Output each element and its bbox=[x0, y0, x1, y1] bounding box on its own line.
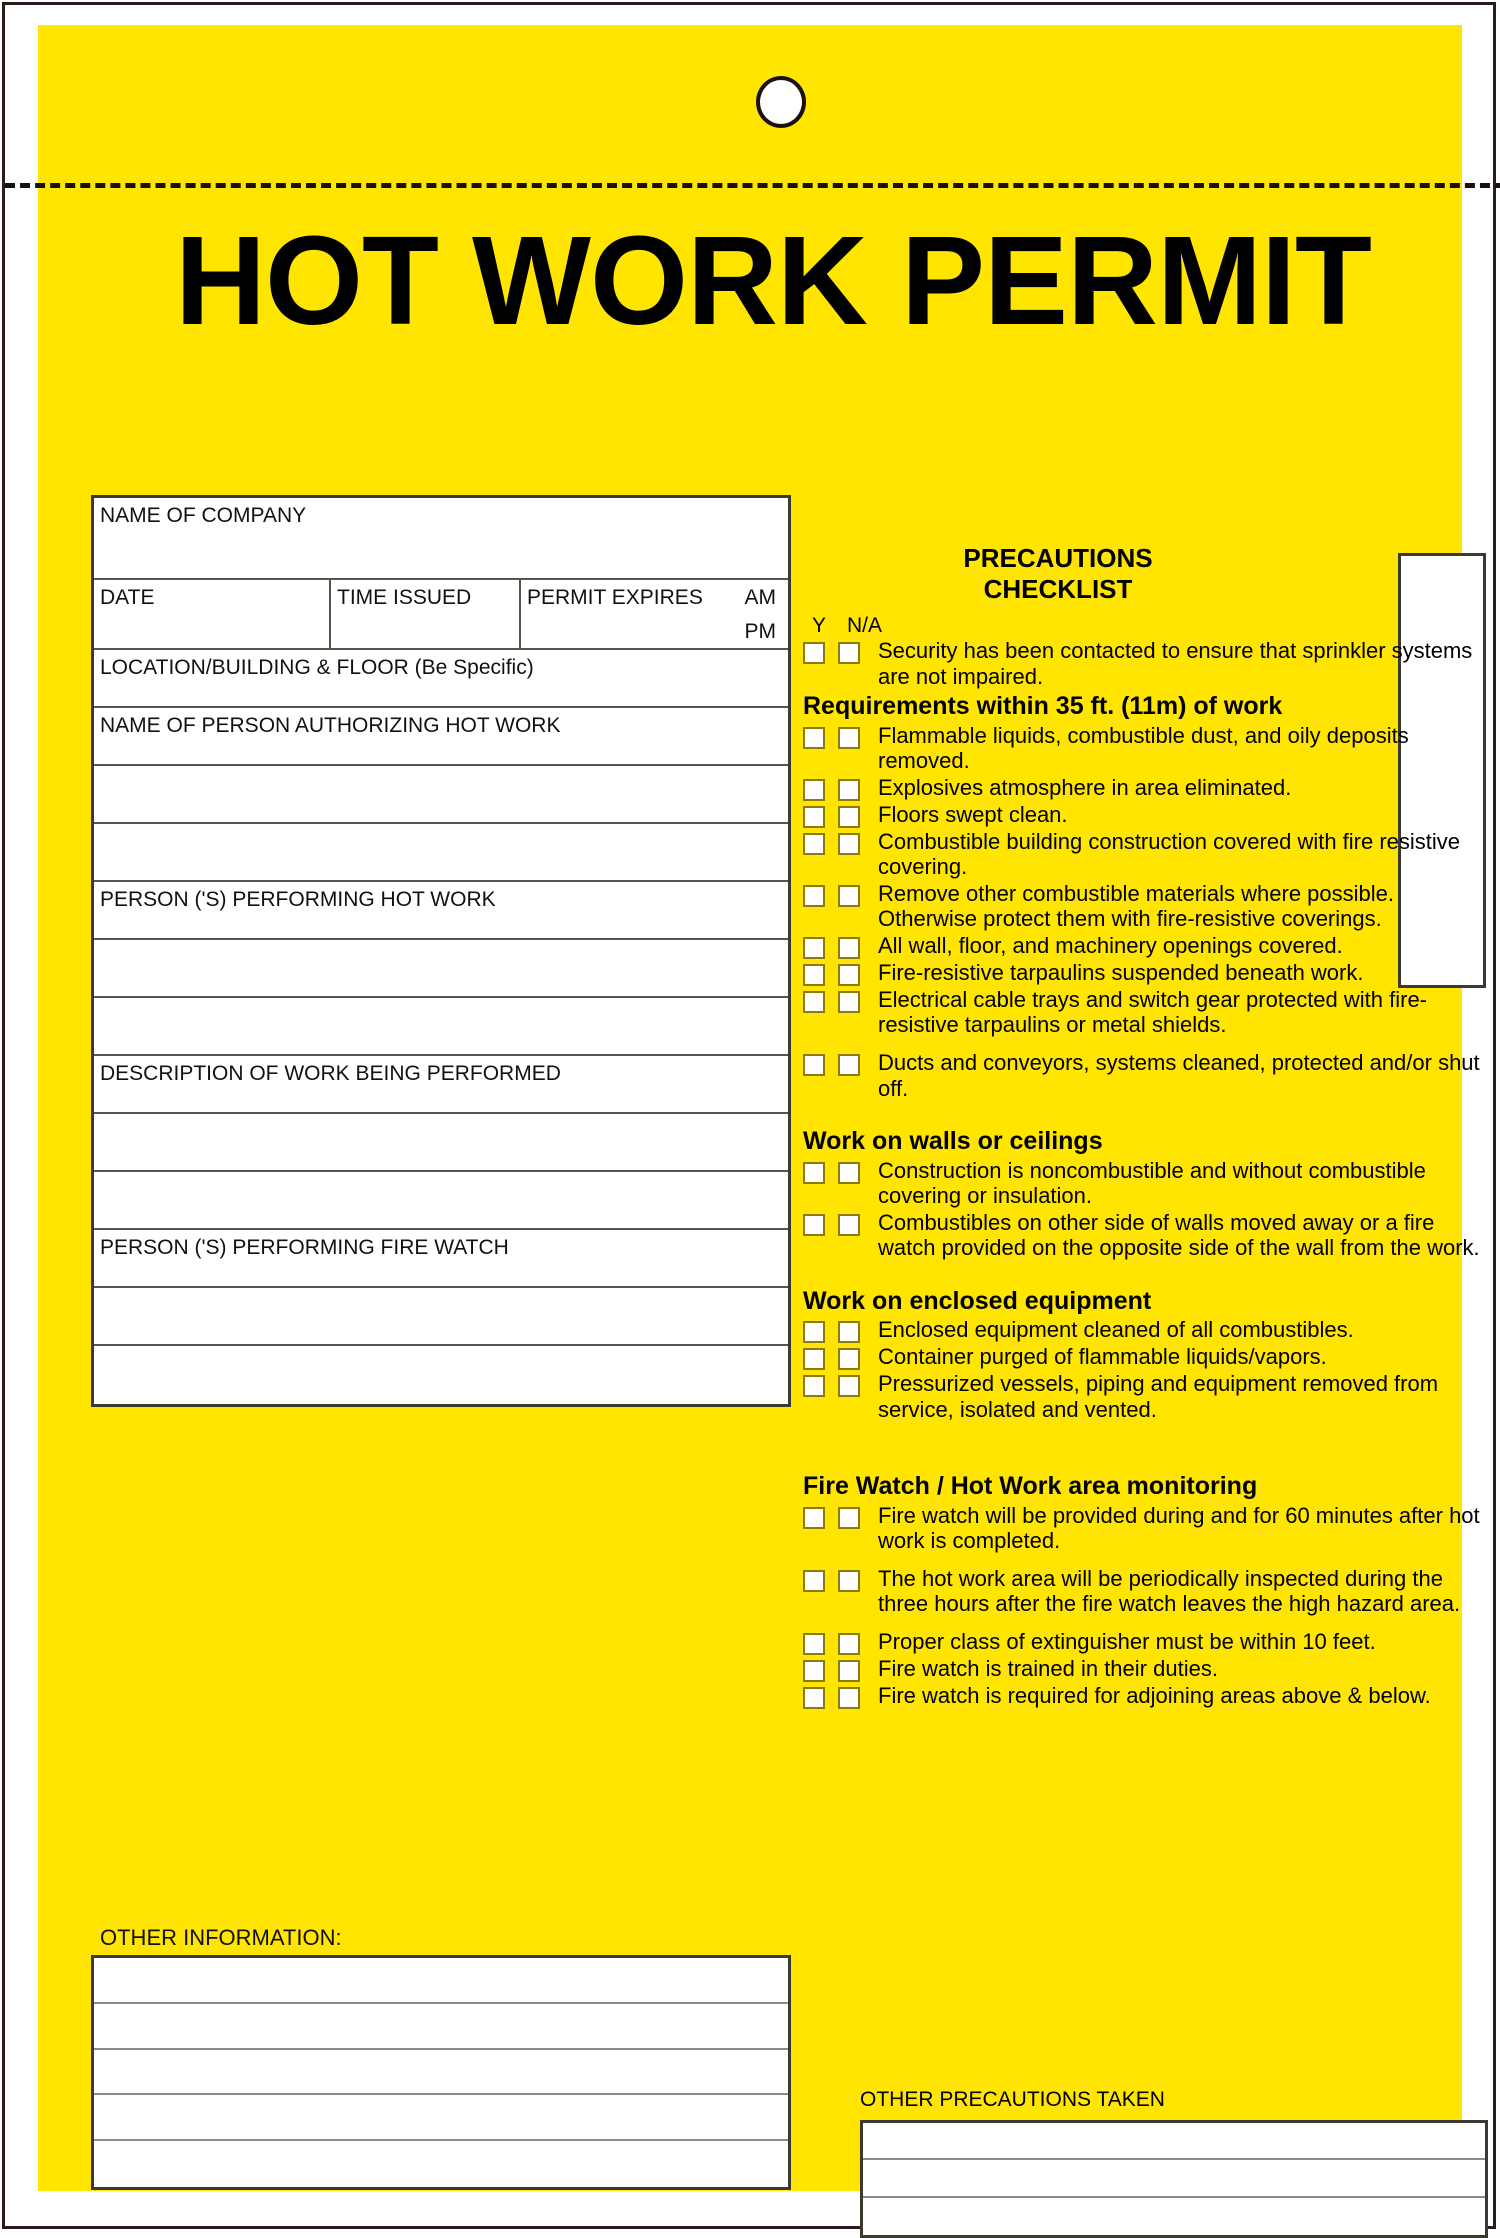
checklist-section-heading-fire-watch: Fire Watch / Hot Work area monitoring bbox=[803, 1472, 1258, 1501]
checkbox-na[interactable] bbox=[838, 885, 860, 907]
field-permit-expires[interactable] bbox=[521, 580, 788, 648]
checklist-item bbox=[803, 1317, 1493, 1343]
checklist-item bbox=[803, 1158, 1493, 1209]
checklist-item-label: Fire watch is trained in their duties. bbox=[878, 1655, 1218, 1681]
label-am: AM bbox=[744, 586, 776, 609]
page-title: HOT WORK PERMIT bbox=[175, 210, 1371, 351]
hot-work-permit-tag bbox=[38, 25, 1480, 2191]
label-hot-work-blank-1 bbox=[94, 940, 788, 946]
other-precautions-line bbox=[863, 2123, 1485, 2160]
checklist-item-label: Container purged of flammable liquids/vapors. bbox=[878, 1344, 1327, 1370]
checklist-item bbox=[803, 802, 1493, 828]
checkbox-yes[interactable] bbox=[803, 1375, 825, 1397]
checklist-item bbox=[803, 1210, 1493, 1261]
checklist-item-label: Remove other combustible materials where possible. Otherwise protect them with fire-resistive coverings. bbox=[878, 880, 1395, 932]
checkbox-na[interactable] bbox=[838, 937, 860, 959]
checklist-item-label: Combustibles on other side of walls moved away or a fire watch provided on the opposite side of the wall from the work. bbox=[878, 1209, 1480, 1261]
field-persons-performing-fire-watch[interactable] bbox=[94, 1230, 788, 1288]
checkbox-yes[interactable] bbox=[803, 806, 825, 828]
checkbox-na[interactable] bbox=[838, 833, 860, 855]
checkbox-na[interactable] bbox=[838, 1570, 860, 1592]
checklist-item bbox=[803, 1344, 1493, 1370]
checklist-item-label: Enclosed equipment cleaned of all combustibles. bbox=[878, 1317, 1354, 1343]
checkbox-yes[interactable] bbox=[803, 1687, 825, 1709]
checkbox-na[interactable] bbox=[838, 991, 860, 1013]
label-description-blank-2 bbox=[94, 1172, 788, 1178]
field-description-blank-1[interactable] bbox=[94, 1114, 788, 1172]
checklist-item bbox=[803, 1503, 1493, 1554]
spacer bbox=[803, 1423, 1493, 1469]
label-fire-watch-blank-2 bbox=[94, 1346, 788, 1352]
field-other-precautions-taken[interactable] bbox=[860, 2120, 1488, 2238]
label-other-information: OTHER INFORMATION: bbox=[100, 1925, 342, 1950]
field-fire-watch-blank-1[interactable] bbox=[94, 1288, 788, 1346]
checkbox-yes[interactable] bbox=[803, 1214, 825, 1236]
checklist-item bbox=[803, 638, 1493, 689]
checkbox-yes[interactable] bbox=[803, 1321, 825, 1343]
checkbox-yes[interactable] bbox=[803, 1348, 825, 1370]
checkbox-yes[interactable] bbox=[803, 1054, 825, 1076]
checkbox-yes[interactable] bbox=[803, 991, 825, 1013]
checkbox-yes[interactable] bbox=[803, 1570, 825, 1592]
precautions-checklist bbox=[803, 543, 1493, 1710]
field-description-blank-2[interactable] bbox=[94, 1172, 788, 1230]
label-pm: PM bbox=[744, 620, 776, 643]
label-authorizing-blank-2 bbox=[94, 824, 788, 830]
label-name-of-person-authorizing: NAME OF PERSON AUTHORIZING HOT WORK bbox=[100, 714, 561, 737]
checkbox-na[interactable] bbox=[838, 642, 860, 664]
checklist-item bbox=[803, 775, 1493, 801]
checklist-item-label: Ducts and conveyors, systems cleaned, protected and/or shut off. bbox=[878, 1050, 1480, 1101]
label-name-of-company: NAME OF COMPANY bbox=[100, 504, 307, 527]
checkbox-yes[interactable] bbox=[803, 833, 825, 855]
checkbox-na[interactable] bbox=[838, 1507, 860, 1529]
field-hot-work-blank-1[interactable] bbox=[94, 940, 788, 998]
checklist-item bbox=[803, 881, 1493, 932]
checklist-item bbox=[803, 933, 1493, 959]
checkbox-na[interactable] bbox=[838, 1162, 860, 1184]
checkbox-na[interactable] bbox=[838, 1348, 860, 1370]
checklist-item-label: Construction is noncombustible and without combustible covering or insulation. bbox=[878, 1157, 1426, 1209]
checklist-title-line-1: PRECAUTIONS bbox=[963, 543, 1153, 573]
checklist-section-heading-enclosed-equipment: Work on enclosed equipment bbox=[803, 1286, 1152, 1315]
checkbox-na[interactable] bbox=[838, 1321, 860, 1343]
checkbox-na[interactable] bbox=[838, 1660, 860, 1682]
checkbox-na[interactable] bbox=[838, 964, 860, 986]
checkbox-yes[interactable] bbox=[803, 1633, 825, 1655]
field-hot-work-blank-2[interactable] bbox=[94, 998, 788, 1056]
checklist-item-label: Pressurized vessels, piping and equipment removed from service, isolated and vented. bbox=[878, 1371, 1439, 1422]
other-precautions-line bbox=[863, 2160, 1485, 2197]
field-name-of-company[interactable] bbox=[94, 498, 788, 580]
label-time-issued: TIME ISSUED bbox=[337, 586, 472, 609]
label-hot-work-blank-2 bbox=[94, 998, 788, 1004]
page-frame bbox=[2, 2, 1496, 2229]
checkbox-na[interactable] bbox=[838, 727, 860, 749]
other-information-line bbox=[94, 2141, 788, 2187]
checkbox-yes[interactable] bbox=[803, 885, 825, 907]
permit-details-form bbox=[91, 495, 791, 1407]
field-persons-performing-hot-work[interactable] bbox=[94, 882, 788, 940]
checkbox-yes[interactable] bbox=[803, 964, 825, 986]
checklist-item-label: Flammable liquids, combustible dust, and oily deposits removed. bbox=[878, 722, 1409, 774]
column-header-y: Y bbox=[812, 614, 827, 638]
checkbox-na[interactable] bbox=[838, 1214, 860, 1236]
checkbox-yes[interactable] bbox=[803, 779, 825, 801]
checklist-item-label: Combustible building construction covered with fire resistive covering. bbox=[878, 828, 1461, 880]
label-persons-performing-fire-watch: PERSON ('S) PERFORMING FIRE WATCH bbox=[100, 1236, 509, 1259]
checklist-item bbox=[803, 1656, 1493, 1682]
checklist-section-heading-requirements: Requirements within 35 ft. (11m) of work bbox=[803, 692, 1283, 721]
checklist-title-line-2: CHECKLIST bbox=[983, 573, 1133, 604]
field-name-of-person-authorizing[interactable] bbox=[94, 708, 788, 766]
other-precautions-line bbox=[863, 2198, 1485, 2235]
checkbox-yes[interactable] bbox=[803, 1507, 825, 1529]
field-time-issued[interactable] bbox=[331, 580, 521, 648]
checklist-item bbox=[803, 960, 1493, 986]
hole-punch-icon bbox=[756, 76, 806, 128]
label-date: DATE bbox=[100, 586, 155, 609]
spacer bbox=[803, 1102, 1493, 1124]
field-row-date-time-expires bbox=[94, 580, 788, 650]
checkbox-na[interactable] bbox=[838, 806, 860, 828]
label-permit-expires: PERMIT EXPIRES bbox=[527, 586, 703, 609]
checklist-item-label: All wall, floor, and machinery openings covered. bbox=[878, 932, 1343, 958]
field-fire-watch-blank-2[interactable] bbox=[94, 1346, 788, 1404]
field-authorizing-blank-2[interactable] bbox=[94, 824, 788, 882]
checkbox-yes[interactable] bbox=[803, 1162, 825, 1184]
checklist-item-label: Fire-resistive tarpaulins suspended beneath work. bbox=[878, 959, 1364, 985]
checklist-item-label: Security has been contacted to ensure that sprinkler systems are not impaired. bbox=[878, 638, 1473, 689]
checklist-item bbox=[803, 1371, 1493, 1422]
field-other-information[interactable] bbox=[91, 1955, 791, 2190]
checklist-section-heading-walls-ceilings: Work on walls or ceilings bbox=[803, 1127, 1103, 1156]
checklist-item bbox=[803, 829, 1493, 880]
checklist-item-label: Proper class of extinguisher must be within 10 feet. bbox=[878, 1628, 1376, 1654]
checklist-item bbox=[803, 1050, 1493, 1101]
checkbox-na[interactable] bbox=[838, 1687, 860, 1709]
checkbox-na[interactable] bbox=[838, 1633, 860, 1655]
column-header-na: N/A bbox=[847, 614, 883, 638]
label-description-of-work: DESCRIPTION OF WORK BEING PERFORMED bbox=[100, 1062, 561, 1085]
checkbox-na[interactable] bbox=[838, 1054, 860, 1076]
checklist-item bbox=[803, 987, 1493, 1038]
checkbox-na[interactable] bbox=[838, 779, 860, 801]
other-information-line bbox=[94, 2050, 788, 2096]
checklist-column-headers bbox=[803, 614, 1493, 638]
spacer bbox=[803, 1262, 1493, 1284]
perforation-tear-line bbox=[5, 183, 1500, 188]
label-description-blank-1 bbox=[94, 1114, 788, 1120]
label-other-precautions-taken: OTHER PRECAUTIONS TAKEN bbox=[860, 2088, 1165, 2111]
checkbox-yes[interactable] bbox=[803, 727, 825, 749]
other-information-line bbox=[94, 2095, 788, 2141]
checklist-item-label: Floors swept clean. bbox=[878, 801, 1068, 827]
checklist-item-label: Fire watch is required for adjoining areas above & below. bbox=[878, 1682, 1431, 1708]
checkbox-yes[interactable] bbox=[803, 937, 825, 959]
field-authorizing-blank-1[interactable] bbox=[94, 766, 788, 824]
checklist-item bbox=[803, 1566, 1493, 1617]
checklist-title bbox=[803, 543, 1313, 604]
checkbox-na[interactable] bbox=[838, 1375, 860, 1397]
other-information-line bbox=[94, 2004, 788, 2050]
checklist-item bbox=[803, 1629, 1493, 1655]
field-location-building-floor[interactable] bbox=[94, 650, 788, 708]
checklist-item-label: The hot work area will be periodically inspected during the three hours after the fire watch leaves the high hazard area. bbox=[878, 1565, 1461, 1617]
checkbox-yes[interactable] bbox=[803, 642, 825, 664]
label-authorizing-blank-1 bbox=[94, 766, 788, 772]
checklist-item-label: Explosives atmosphere in area eliminated. bbox=[878, 774, 1292, 800]
checklist-item bbox=[803, 723, 1493, 774]
field-date[interactable] bbox=[94, 580, 331, 648]
label-fire-watch-blank-1 bbox=[94, 1288, 788, 1294]
label-persons-performing-hot-work: PERSON ('S) PERFORMING HOT WORK bbox=[100, 888, 496, 911]
other-information-line bbox=[94, 1958, 788, 2004]
checklist-item-label: Electrical cable trays and switch gear protected with fire-resistive tarpaulins or metal shields. bbox=[878, 986, 1428, 1038]
field-description-of-work[interactable] bbox=[94, 1056, 788, 1114]
checklist-item-label: Fire watch will be provided during and for 60 minutes after hot work is completed. bbox=[878, 1502, 1480, 1554]
label-location-building-floor: LOCATION/BUILDING & FLOOR (Be Specific) bbox=[100, 656, 534, 679]
checklist-item bbox=[803, 1683, 1493, 1709]
checkbox-yes[interactable] bbox=[803, 1660, 825, 1682]
